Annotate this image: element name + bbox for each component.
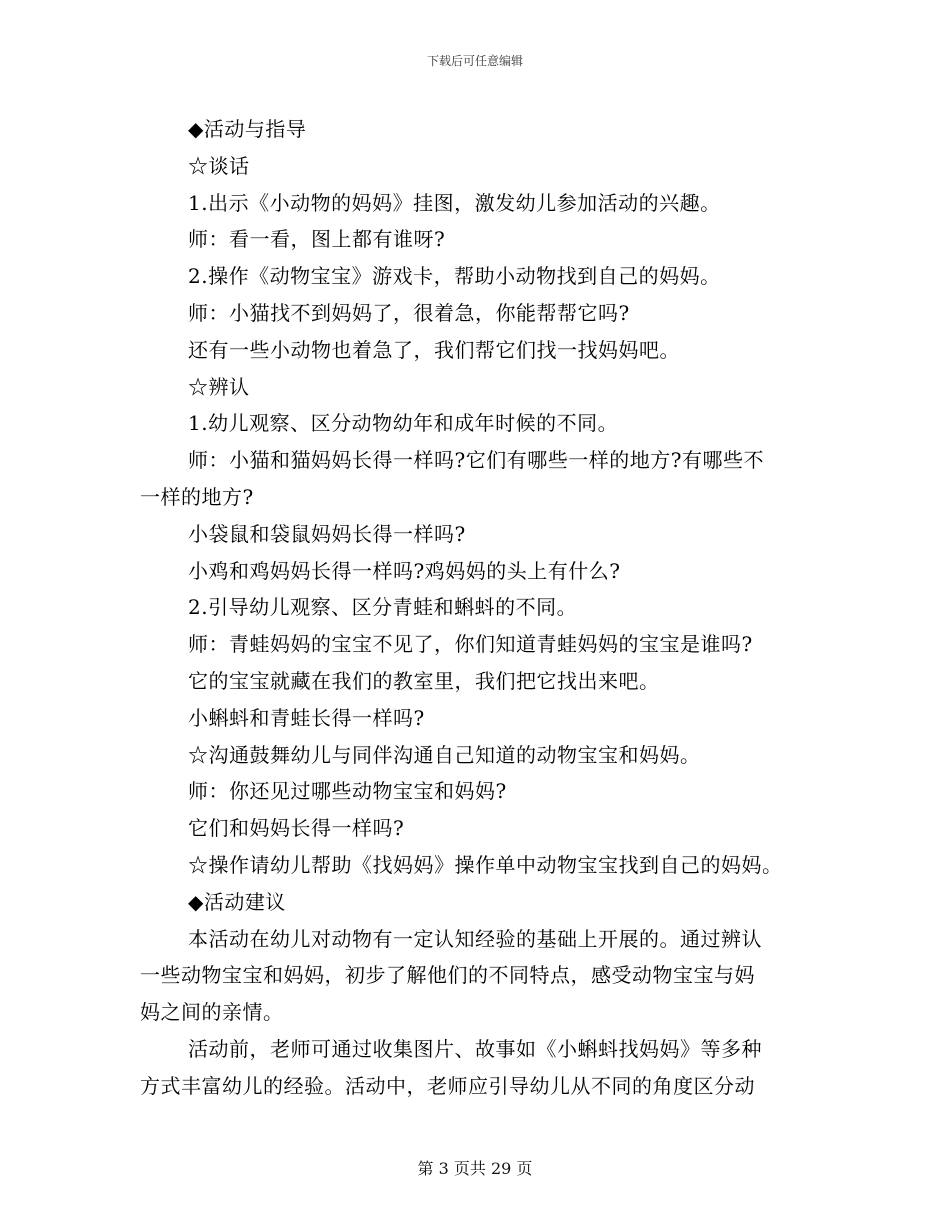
text-line: 小鸡和鸡妈妈长得一样吗?鸡妈妈的头上有什么? bbox=[188, 558, 621, 583]
text-line: 师：小猫找不到妈妈了，很着急，你能帮帮它吗? bbox=[188, 300, 630, 325]
text-line: ◆活动与指导 bbox=[188, 117, 307, 141]
text-line: ◆活动建议 bbox=[188, 889, 286, 914]
text-line: 2.引导幼儿观察、区分青蛙和蝌蚪的不同。 bbox=[188, 595, 578, 620]
text-line: 它们和妈妈长得一样吗? bbox=[188, 816, 405, 841]
text-line: 妈之间的亲情。 bbox=[140, 1000, 284, 1025]
text-line: 2.操作《动物宝宝》游戏卡，帮助小动物找到自己的妈妈。 bbox=[188, 264, 721, 289]
text-line: ☆操作请幼儿帮助《找妈妈》操作单中动物宝宝找到自己的妈妈。 bbox=[188, 852, 783, 877]
text-line: 一样的地方? bbox=[140, 484, 254, 509]
text-line: 1.幼儿观察、区分动物幼年和成年时候的不同。 bbox=[188, 411, 619, 436]
text-line: 小蝌蚪和青蛙长得一样吗? bbox=[188, 705, 425, 730]
text-line: 小袋鼠和袋鼠妈妈长得一样吗? bbox=[188, 521, 466, 546]
document-body bbox=[140, 111, 810, 1105]
text-line: 师：看一看，图上都有谁呀? bbox=[188, 227, 446, 252]
text-line: ☆辨认 bbox=[188, 374, 250, 399]
text-line: 本活动在幼儿对动物有一定认知经验的基础上开展的。通过辨认 bbox=[188, 926, 762, 951]
text-line: ☆沟通鼓舞幼儿与同伴沟通自己知道的动物宝宝和妈妈。 bbox=[188, 742, 701, 767]
text-line: 师：小猫和猫妈妈长得一样吗?它们有哪些一样的地方?有哪些不 bbox=[188, 448, 764, 473]
text-line: 还有一些小动物也着急了，我们帮它们找一找妈妈吧。 bbox=[188, 337, 680, 362]
text-line: 1.出示《小动物的妈妈》挂图，激发幼儿参加活动的兴趣。 bbox=[188, 190, 721, 215]
text-line: 方式丰富幼儿的经验。活动中，老师应引导幼儿从不同的角度区分动 bbox=[140, 1073, 755, 1098]
text-line: ☆谈话 bbox=[188, 153, 250, 178]
text-line: 它的宝宝就藏在我们的教室里，我们把它找出来吧。 bbox=[188, 668, 660, 693]
text-line: 一些动物宝宝和妈妈，初步了解他们的不同特点，感受动物宝宝与妈 bbox=[140, 963, 755, 988]
text-line: 活动前，老师可通过收集图片、故事如《小蝌蚪找妈妈》等多种 bbox=[188, 1036, 762, 1061]
text-line: 师：青蛙妈妈的宝宝不见了，你们知道青蛙妈妈的宝宝是谁吗? bbox=[188, 632, 753, 657]
text-line: 师：你还见过哪些动物宝宝和妈妈? bbox=[188, 779, 507, 804]
page-header: 下载后可任意编辑 bbox=[426, 54, 523, 68]
page-footer: 第 3 页共 29 页 bbox=[417, 1159, 533, 1178]
